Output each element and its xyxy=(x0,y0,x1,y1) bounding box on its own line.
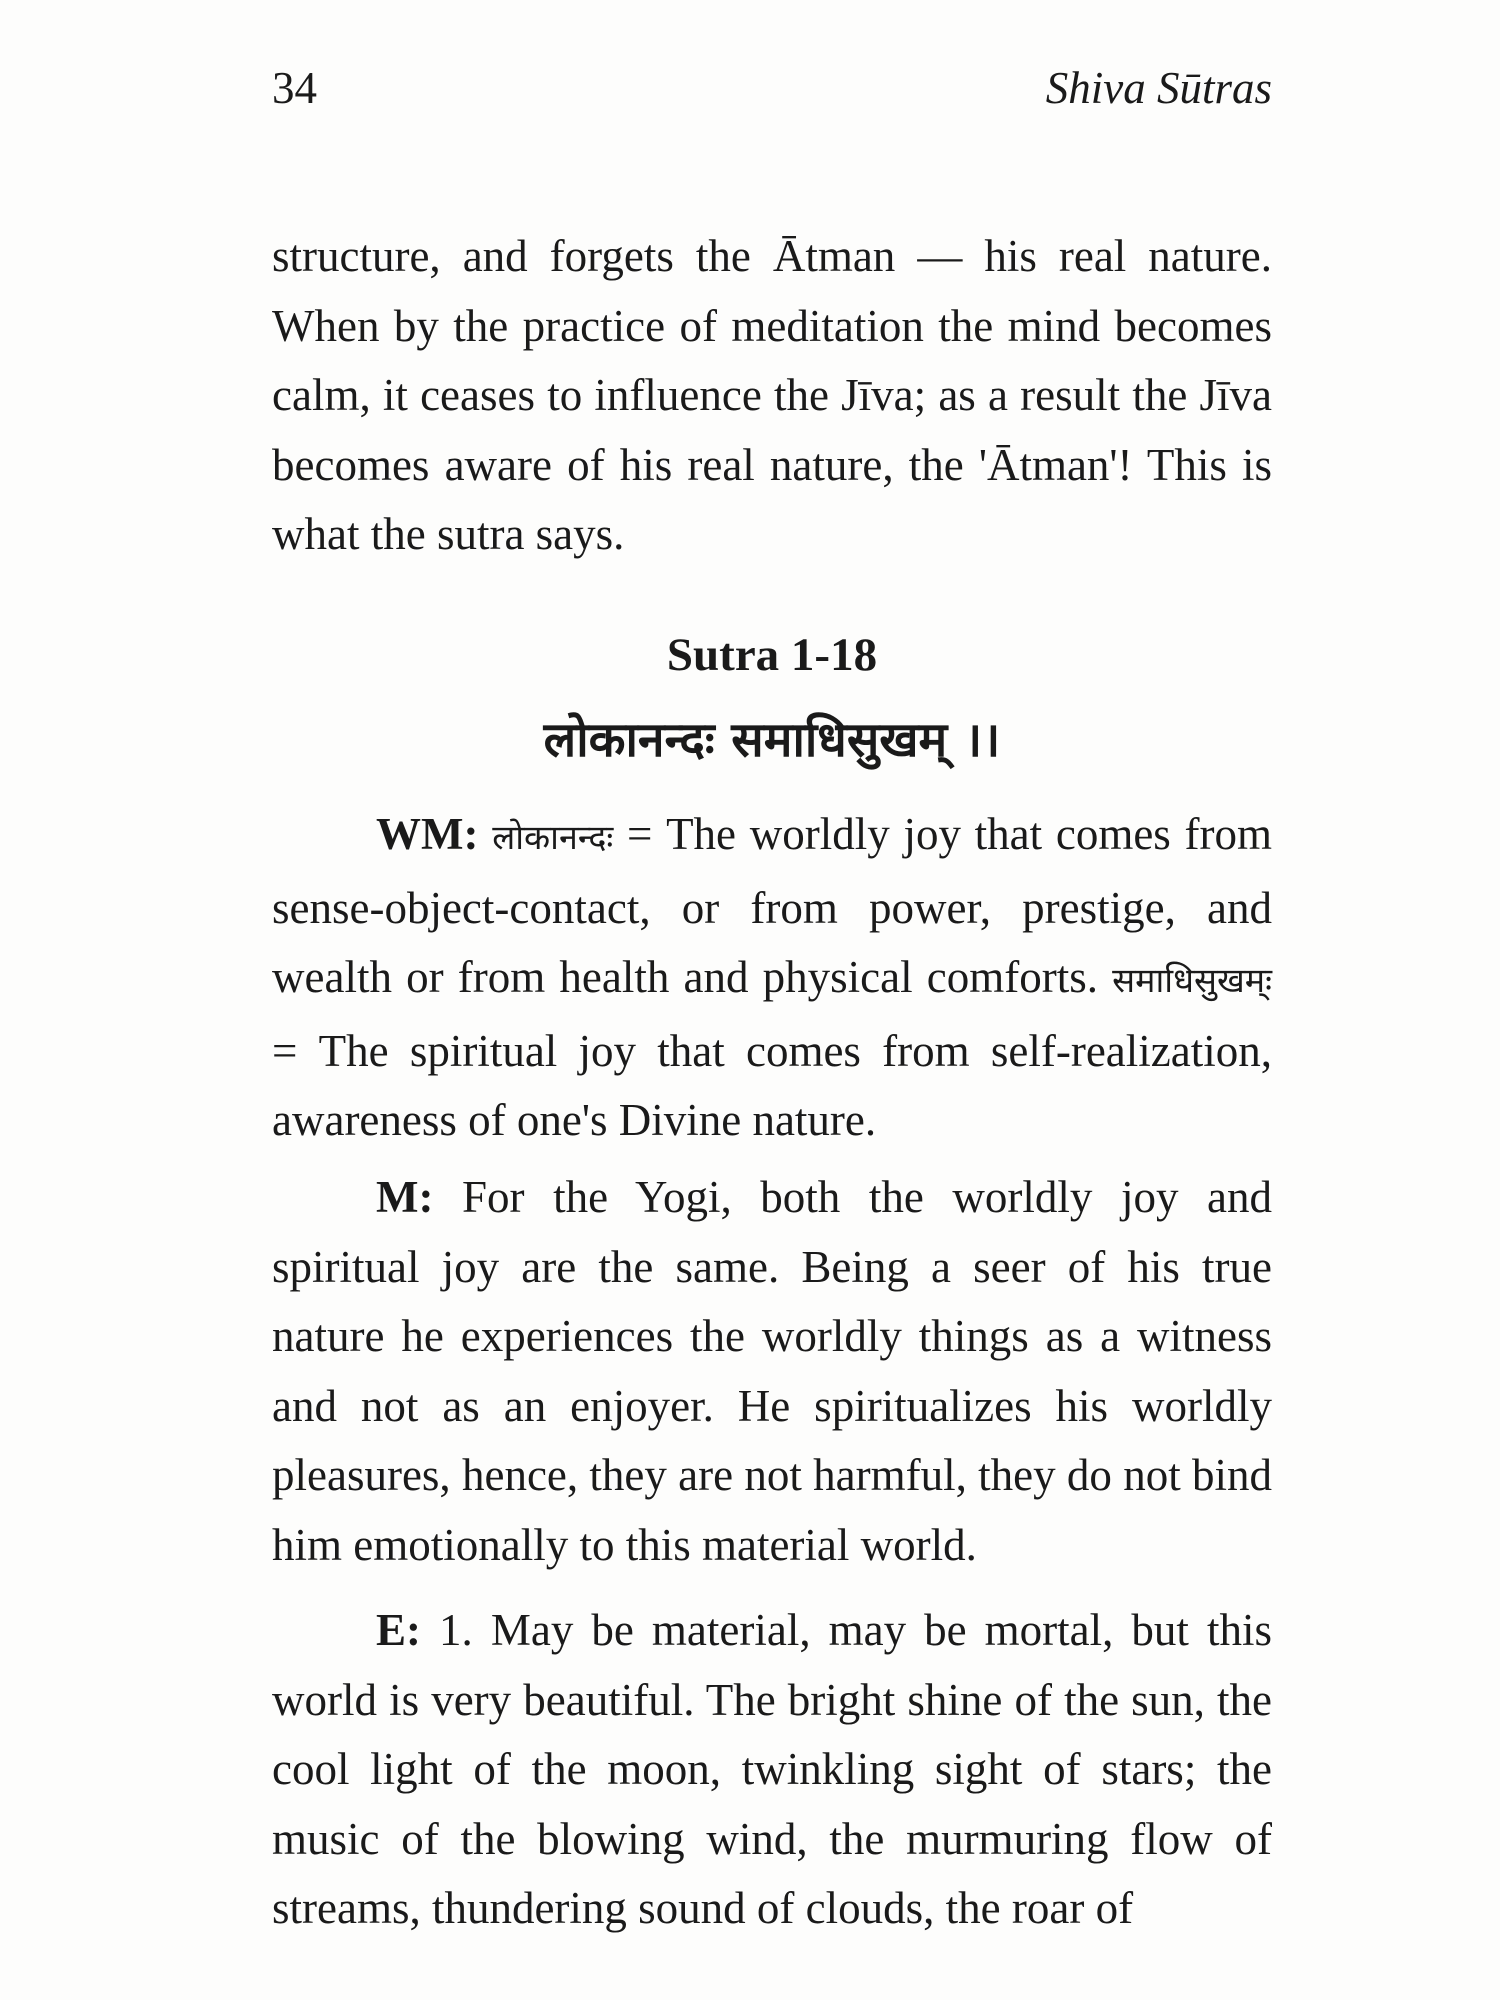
page-number: 34 xyxy=(272,63,317,113)
term-lokananda: लोकानन्दः xyxy=(492,818,614,858)
paragraph-intro xyxy=(272,222,1272,570)
meaning-label: M: xyxy=(376,1172,434,1222)
meaning-section xyxy=(272,1163,1272,1580)
sutra-sanskrit: लोकानन्दः समाधिसुखम् ।। xyxy=(543,712,1001,768)
page-header xyxy=(272,62,1272,122)
term-samadhisukham: समाधिसुखम्ः xyxy=(1112,961,1272,1001)
meaning-paragraph xyxy=(272,1163,1272,1580)
explanation-text: 1. May be material, may be mortal, but this world is very beautiful. The bright shine of the sun, the cool light of the moon, twinkling sight of stars; the music of the blowing wind, the murmuring flow of streams, thundering sound of clouds, the roar of xyxy=(272,1605,1272,1933)
sutra-heading: Sutra 1-18 xyxy=(666,629,878,681)
running-title: Shiva Sūtras xyxy=(1045,63,1272,113)
explanation-section xyxy=(272,1596,1272,1944)
explanation-label: E: xyxy=(376,1605,421,1655)
word-meaning-label: WM: xyxy=(376,809,479,859)
word-meaning-paragraph xyxy=(272,800,1272,1156)
paragraph-intro-text: structure, and forgets the Ātman — his real nature. When by the practice of meditation the mind becomes calm, it ceases to influence the Jīva; as a result the Jīva becomes aware of his real nature, the 'Ātman'! This is what the sutra says. xyxy=(272,231,1272,559)
definition-lokananda: = The worldly joy that comes from sense-object-contact, or from power, prestige, and wealth or from health and physical comforts. xyxy=(272,809,1272,1002)
word-meaning-section xyxy=(272,800,1272,1156)
meaning-text: For the Yogi, both the worldly joy and spiritual joy are the same. Being a seer of his true nature he experiences the worldly things as a witness and not as an enjoyer. He spiritualizes his worldly pleasures, hence, they are not harmful, they do not bind him emotionally to this material world. xyxy=(272,1172,1272,1570)
definition-samadhisukham: = The spiritual joy that comes from self-realization, awareness of one's Divine nature. xyxy=(272,1025,1272,1145)
explanation-paragraph xyxy=(272,1596,1272,1944)
